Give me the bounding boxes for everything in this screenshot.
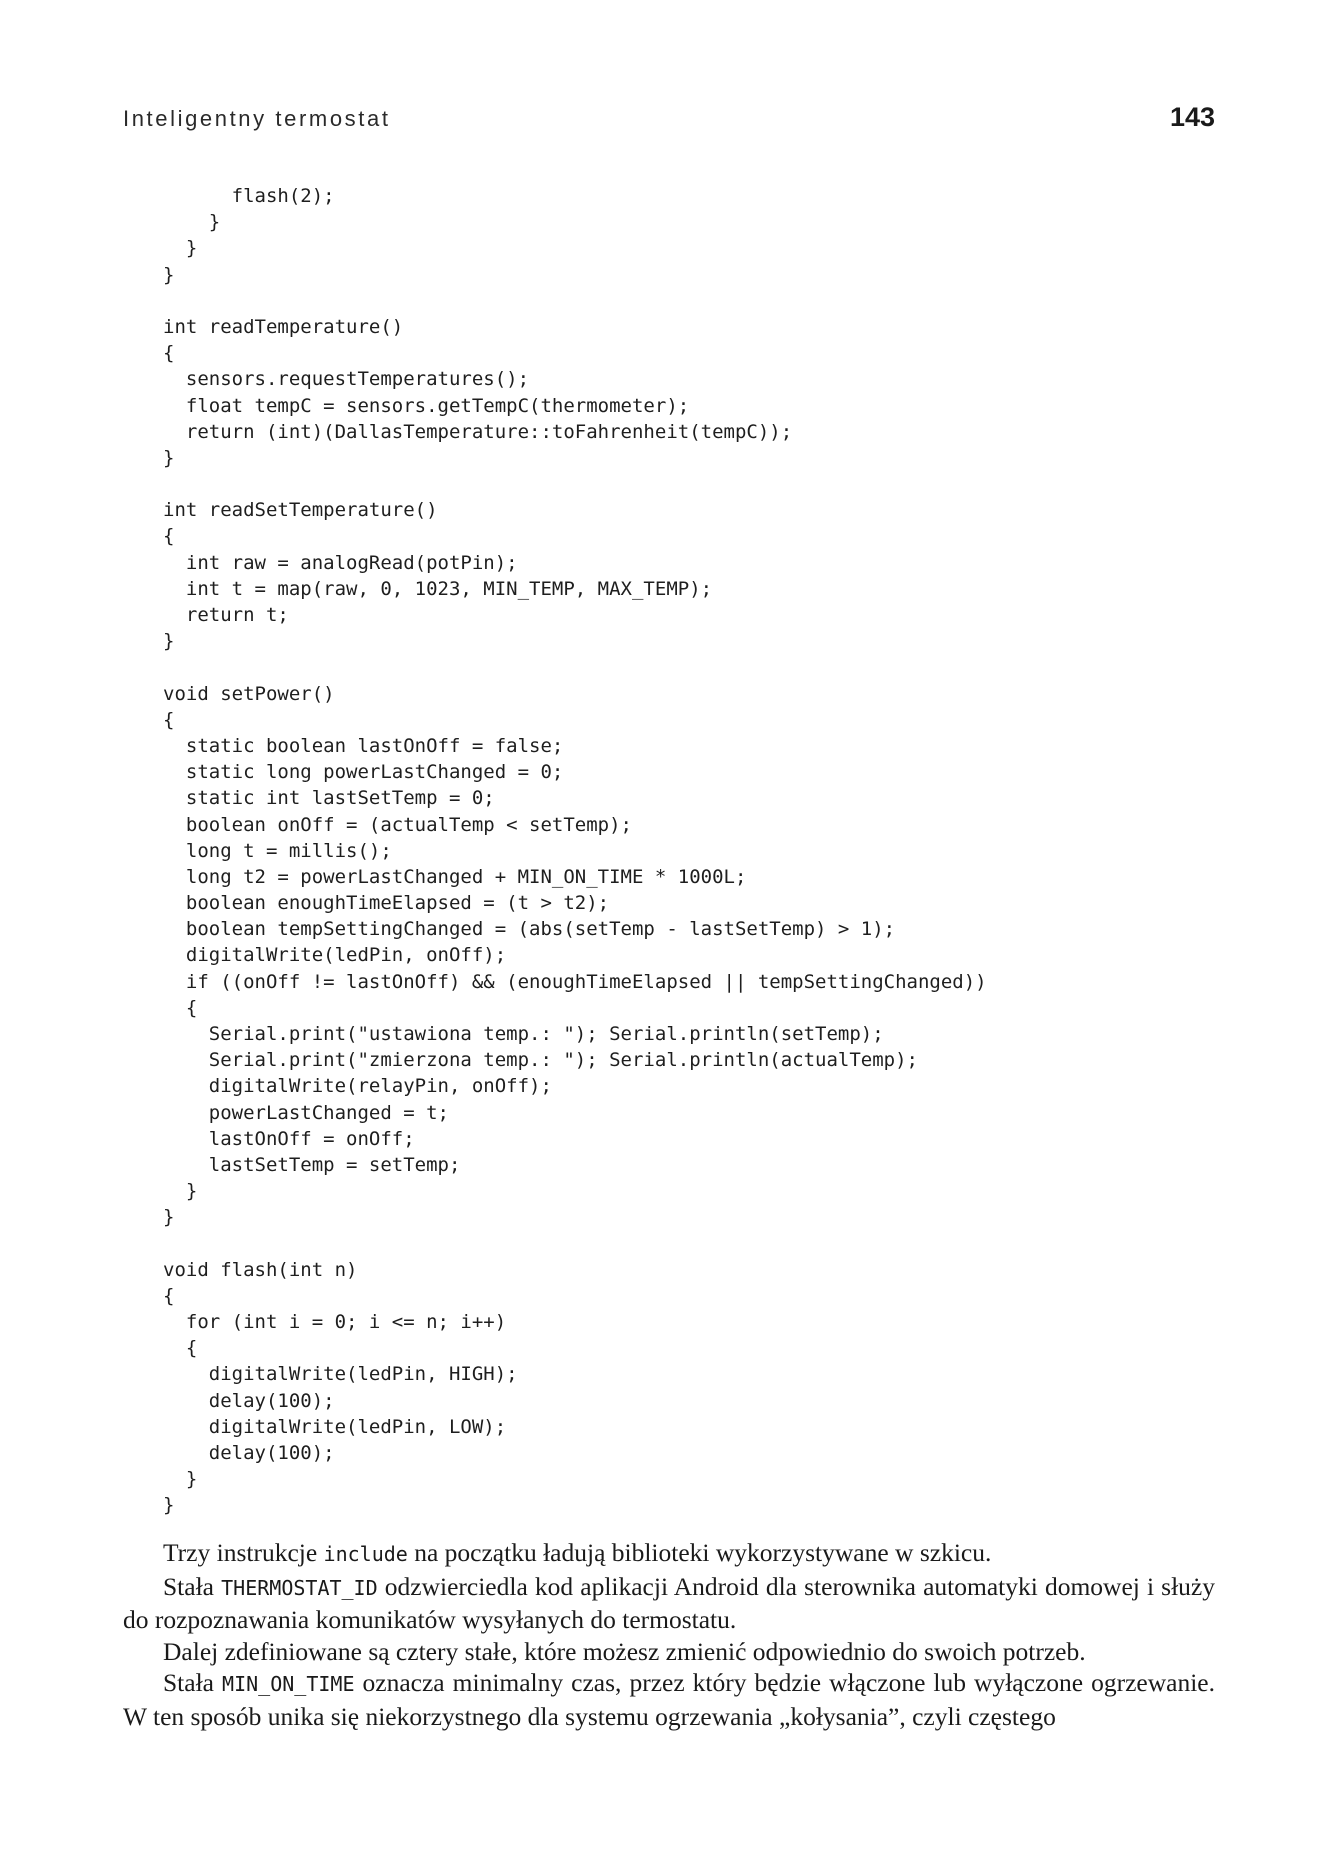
code-line: void setPower()	[163, 682, 335, 705]
code-line	[163, 471, 987, 497]
code-line: boolean tempSettingChanged = (abs(setTemp - lastSetTemp) > 1);	[163, 918, 896, 941]
code-line: return (int)(DallasTemperature::toFahrenheit(tempC));	[163, 420, 793, 443]
code-line: void flash(int n)	[163, 1258, 358, 1281]
code-line: }	[163, 211, 221, 234]
code-line: long t = millis();	[163, 839, 392, 862]
code-line: {	[163, 708, 175, 731]
code-line: }	[163, 263, 175, 286]
code-line: boolean onOff = (actualTemp < setTemp);	[163, 813, 632, 836]
paragraph	[123, 1537, 1215, 1571]
code-line: digitalWrite(ledPin, HIGH);	[163, 1363, 518, 1386]
paragraph	[123, 1667, 1215, 1732]
code-line: Serial.print("ustawiona temp.: "); Serial.println(setTemp);	[163, 1023, 884, 1045]
code-line: if ((onOff != lastOnOff) && (enoughTimeElapsed || tempSettingChanged))	[163, 970, 987, 993]
code-line: {	[163, 342, 175, 365]
code-line: long t2 = powerLastChanged + MIN_ON_TIME * 1000L;	[163, 865, 747, 888]
code-line: {	[163, 1337, 198, 1360]
code-line: int readTemperature()	[163, 315, 404, 338]
code-line: boolean enoughTimeElapsed = (t > t2);	[163, 892, 610, 915]
paragraph	[123, 1571, 1215, 1636]
code-line: float tempC = sensors.getTempC(thermometer);	[163, 394, 690, 417]
code-line: digitalWrite(relayPin, onOff);	[163, 1075, 552, 1098]
code-line: {	[163, 525, 175, 548]
text-run: na początku ładują biblioteki wykorzystywane w szkicu.	[407, 1538, 992, 1567]
text-run: Stała	[163, 1668, 223, 1697]
code-line: }	[163, 1468, 198, 1491]
code-line: {	[163, 1284, 175, 1307]
code-line: delay(100);	[163, 1389, 335, 1412]
code-listing	[163, 183, 987, 1519]
code-line: }	[163, 1180, 198, 1203]
code-line	[163, 654, 987, 680]
code-line: }	[163, 446, 175, 469]
code-line: sensors.requestTemperatures();	[163, 368, 530, 391]
body-text	[123, 1537, 1215, 1732]
code-line: powerLastChanged = t;	[163, 1101, 449, 1124]
code-line: static boolean lastOnOff = false;	[163, 734, 564, 757]
code-line: lastSetTemp = setTemp;	[163, 1153, 461, 1176]
running-head: Inteligentny termostat	[123, 106, 391, 131]
code-line: }	[163, 1494, 175, 1517]
code-line: lastOnOff = onOff;	[163, 1127, 415, 1150]
code-line: digitalWrite(ledPin, onOff);	[163, 944, 507, 967]
text-run: Dalej zdefiniowane są cztery stałe, które możesz zmienić odpowiednio do swoich potrzeb.	[163, 1636, 1086, 1666]
code-line: flash(2);	[163, 185, 335, 207]
text-run: odzwierciedla kod aplikacji Android dla sterownika automatyki domowej i służy do rozpoznawania komunikatów wysyłanych do termostatu.	[123, 1571, 1215, 1634]
inline-code: THERMOSTAT_ID	[221, 1575, 378, 1600]
code-line: }	[163, 630, 175, 653]
text-run: oznacza minimalny czas, przez który będzie włączone lub wyłączone ogrzewanie. W ten sposób unika się niekorzystnego dla systemu ogrzewania „kołysania”, czyli częstego	[123, 1668, 1215, 1731]
page-number: 143	[1169, 102, 1215, 132]
inline-code: MIN_ON_TIME	[222, 1672, 355, 1696]
paragraph	[123, 1636, 1215, 1668]
code-line: int readSetTemperature()	[163, 499, 438, 522]
code-line: }	[163, 1206, 175, 1229]
code-line: int t = map(raw, 0, 1023, MIN_TEMP, MAX_TEMP);	[163, 577, 713, 600]
page-header	[123, 102, 1215, 136]
text-run: Stała	[163, 1571, 222, 1601]
code-line: return t;	[163, 604, 289, 626]
code-line	[163, 288, 987, 314]
code-line: for (int i = 0; i <= n; i++)	[163, 1311, 507, 1334]
code-line: static long powerLastChanged = 0;	[163, 761, 564, 784]
code-line: Serial.print("zmierzona temp.: "); Serial.println(actualTemp);	[163, 1049, 918, 1072]
code-line: static int lastSetTemp = 0;	[163, 787, 495, 810]
inline-code: include	[323, 1542, 408, 1566]
text-run: Trzy instrukcje	[163, 1538, 324, 1567]
code-line: delay(100);	[163, 1442, 335, 1464]
code-line	[163, 1231, 987, 1257]
code-line: }	[163, 237, 198, 260]
code-line: {	[163, 996, 198, 1019]
code-line: int raw = analogRead(potPin);	[163, 551, 518, 574]
code-line: digitalWrite(ledPin, LOW);	[163, 1415, 507, 1438]
